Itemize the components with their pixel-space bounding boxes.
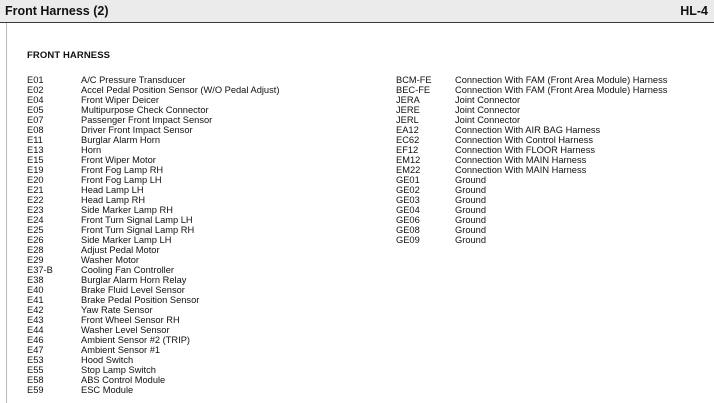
connector-code: E11	[27, 135, 43, 145]
connector-code: E29	[27, 255, 44, 265]
connector-description: Front Wheel Sensor RH	[81, 315, 180, 325]
connector-description: Ground	[455, 235, 487, 245]
connector-description: Joint Connector	[455, 105, 521, 115]
connector-description: Connection With Control Harness	[455, 135, 593, 145]
connector-code: GE02	[396, 185, 420, 195]
connector-description: Connection With FAM (Front Area Module) Harness	[455, 85, 668, 95]
connector-description: Horn	[81, 145, 102, 155]
connector-code: EF12	[396, 145, 419, 155]
connector-code: E47	[27, 345, 44, 355]
connector-code: E26	[27, 235, 44, 245]
connector-description: Front Turn Signal Lamp RH	[81, 225, 195, 235]
connector-description: Connection With FAM (Front Area Module) Harness	[455, 75, 668, 85]
connector-description: Washer Motor	[81, 255, 140, 265]
connector-description: Hood Switch	[81, 355, 134, 365]
connector-code: E21	[27, 185, 44, 195]
connector-description: Washer Level Sensor	[81, 325, 170, 335]
connector-code: E42	[27, 305, 44, 315]
connector-description: Accel Pedal Position Sensor (W/O Pedal Adjust)	[81, 85, 280, 95]
connector-description: Cooling Fan Controller	[81, 265, 175, 275]
connector-code: E58	[27, 375, 44, 385]
connector-code: EM12	[396, 155, 421, 165]
connector-description: A/C Pressure Transducer	[81, 75, 186, 85]
connector-description: Connection With FLOOR Harness	[455, 145, 596, 155]
connector-code: E15	[27, 155, 44, 165]
connector-code: E46	[27, 335, 44, 345]
connector-description: Front Fog Lamp RH	[81, 165, 164, 175]
connector-code: E19	[27, 165, 44, 175]
connector-description: Head Lamp LH	[81, 185, 144, 195]
connector-description: Front Fog Lamp LH	[81, 175, 162, 185]
connector-code: GE08	[396, 225, 420, 235]
connector-code: GE04	[396, 205, 420, 215]
connector-code: E25	[27, 225, 44, 235]
connector-code: JERL	[396, 115, 419, 125]
connector-code: E37-B	[27, 265, 53, 275]
connector-description: Ground	[455, 225, 487, 235]
connector-code: E04	[27, 95, 44, 105]
connector-code: JERE	[396, 105, 420, 115]
connector-code: E40	[27, 285, 44, 295]
connector-code: E08	[27, 125, 44, 135]
connector-description: Front Turn Signal Lamp LH	[81, 215, 193, 225]
connector-description: Side Marker Lamp LH	[81, 235, 172, 245]
connector-code: E55	[27, 365, 44, 375]
section-title: FRONT HARNESS	[27, 50, 111, 61]
connector-code: E23	[27, 205, 44, 215]
connector-code: E02	[27, 85, 44, 95]
connector-code: E28	[27, 245, 44, 255]
connector-description: ESC Module	[81, 385, 134, 395]
connector-description: Ambient Sensor #1	[81, 345, 161, 355]
connector-description: Ground	[455, 215, 487, 225]
connector-code: E22	[27, 195, 44, 205]
connector-code: GE06	[396, 215, 420, 225]
connector-description: Burglar Alarm Horn Relay	[81, 275, 187, 285]
page-code: HL-4	[680, 4, 708, 18]
connector-code: E20	[27, 175, 44, 185]
connector-code: E43	[27, 315, 44, 325]
connector-description: Passenger Front Impact Sensor	[81, 115, 213, 125]
connector-code: E59	[27, 385, 44, 395]
connector-description: Stop Lamp Switch	[81, 365, 156, 375]
connector-description: Connection With AIR BAG Harness	[455, 125, 601, 135]
connector-description: Joint Connector	[455, 115, 521, 125]
connector-code: E24	[27, 215, 44, 225]
connector-code: E38	[27, 275, 44, 285]
connector-code: BCM-FE	[396, 75, 432, 85]
connector-code: E05	[27, 105, 44, 115]
connector-description: Brake Pedal Position Sensor	[81, 295, 200, 305]
page-title: Front Harness (2)	[5, 4, 109, 18]
connector-code: EA12	[396, 125, 419, 135]
left-frame-line	[6, 23, 7, 403]
connector-code: E41	[27, 295, 44, 305]
connector-code: E01	[27, 75, 44, 85]
connector-description: Driver Front Impact Sensor	[81, 125, 193, 135]
connector-description: Ground	[455, 175, 487, 185]
connector-code: E07	[27, 115, 44, 125]
connector-description: Ground	[455, 195, 487, 205]
connector-description: Head Lamp RH	[81, 195, 146, 205]
connector-description: Adjust Pedal Motor	[81, 245, 160, 255]
connector-description: Burglar Alarm Horn	[81, 135, 161, 145]
connector-description: Brake Fluid Level Sensor	[81, 285, 185, 295]
connector-code: BEC-FE	[396, 85, 431, 95]
connector-code: GE09	[396, 235, 420, 245]
connector-code: E53	[27, 355, 44, 365]
connector-description: Side Marker Lamp RH	[81, 205, 173, 215]
connector-description: Connection With MAIN Harness	[455, 165, 587, 175]
connector-description: Ground	[455, 205, 487, 215]
connector-description: Front Wiper Deicer	[81, 95, 160, 105]
connector-code: GE03	[396, 195, 420, 205]
connector-description: Connection With MAIN Harness	[455, 155, 587, 165]
connector-description: ABS Control Module	[81, 375, 166, 385]
page-header	[0, 0, 714, 23]
connector-description: Multipurpose Check Connector	[81, 105, 209, 115]
connector-description: Front Wiper Motor	[81, 155, 156, 165]
connector-code: E13	[27, 145, 44, 155]
connector-code: EC62	[396, 135, 420, 145]
connector-code: JERA	[396, 95, 420, 105]
connector-code: GE01	[396, 175, 420, 185]
connector-description: Ambient Sensor #2 (TRIP)	[81, 335, 191, 345]
connector-description: Ground	[455, 185, 487, 195]
connector-code: E44	[27, 325, 44, 335]
connector-description: Yaw Rate Sensor	[81, 305, 153, 315]
connector-code: EM22	[396, 165, 421, 175]
connector-description: Joint Connector	[455, 95, 521, 105]
